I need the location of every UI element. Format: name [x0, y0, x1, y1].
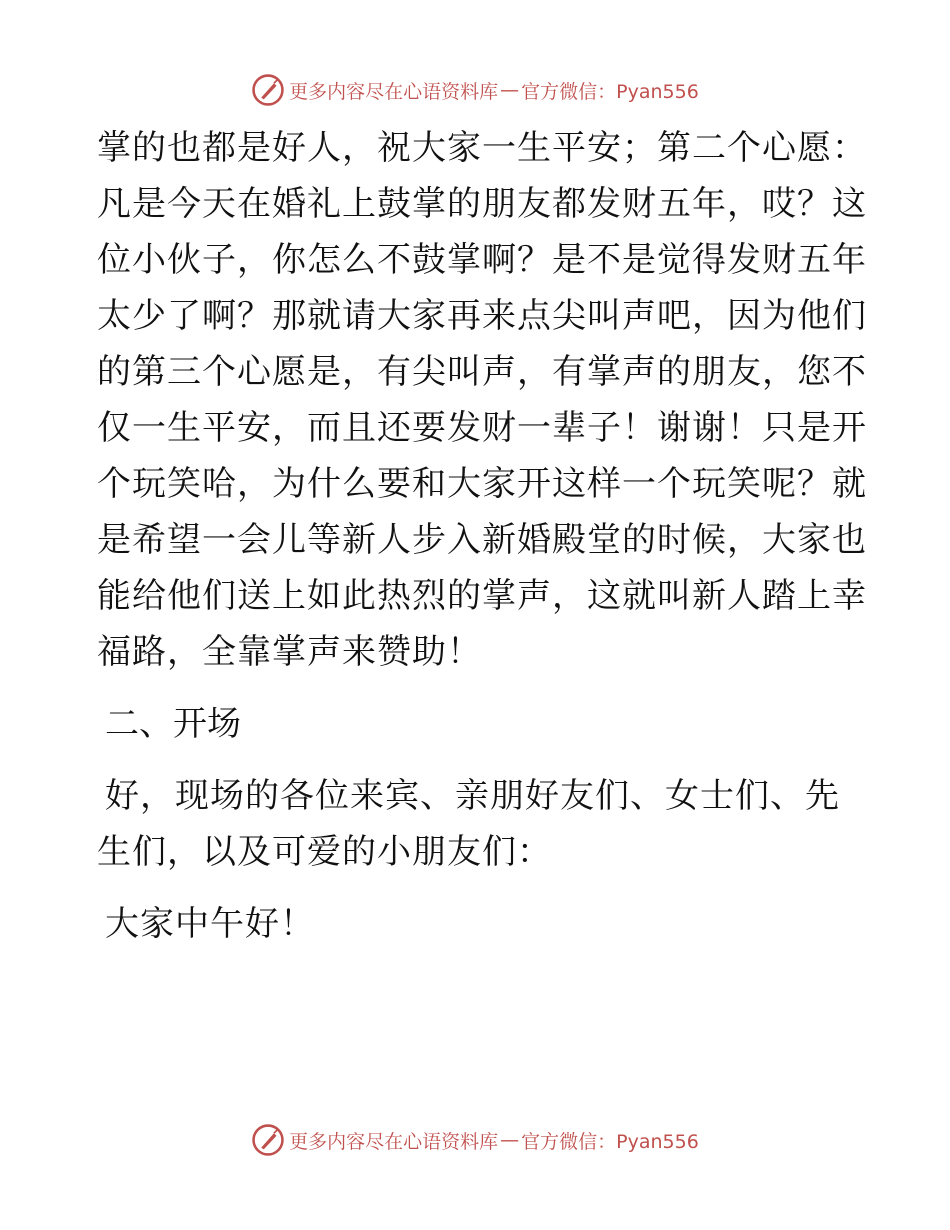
document-body: [97, 120, 867, 952]
watermark-wechat-text: 官方微信：Pyan556: [521, 80, 699, 103]
text-line: 的第三个心愿是，有尖叫声，有掌声的朋友，您不: [97, 352, 867, 392]
text-line: 能给他们送上如此热烈的掌声，这就叫新人踏上幸: [97, 576, 867, 616]
footer-watermark: [0, 1120, 950, 1160]
text-line: 福路，全靠掌声来赞助！: [97, 632, 482, 672]
paragraph-3: [97, 896, 857, 952]
watermark-separator: —: [500, 1129, 520, 1151]
text-line: 掌的也都是好人，祝大家一生平安；第二个心愿：: [97, 128, 867, 168]
text-line: 位小伙子，你怎么不鼓掌啊？是不是觉得发财五年: [97, 240, 867, 280]
text-line: 仅一生平安，而且还要发财一辈子！谢谢！只是开: [97, 408, 867, 448]
paragraph-1: [97, 120, 867, 680]
watermark-site-text: 更多内容尽在心语资料库: [289, 80, 499, 103]
text-line: 大家中午好！: [105, 904, 315, 944]
watermark-separator: —: [500, 79, 520, 101]
text-line: 生们，以及可爱的小朋友们：: [97, 832, 552, 872]
watermark-site-text: 更多内容尽在心语资料库: [289, 1130, 499, 1153]
paragraph-gap: [97, 752, 857, 768]
watermark-wechat-text: 官方微信：Pyan556: [521, 1130, 699, 1153]
quill-pen-logo-icon: [251, 1123, 285, 1157]
text-line: 凡是今天在婚礼上鼓掌的朋友都发财五年，哎？这: [97, 184, 867, 224]
paragraph-gap: [97, 680, 857, 696]
paragraph-2: [97, 768, 857, 880]
text-line: 是希望一会儿等新人步入新婚殿堂的时候，大家也: [97, 520, 867, 560]
text-line: 太少了啊？那就请大家再来点尖叫声吧，因为他们: [97, 296, 867, 336]
section-heading: 二、开场: [105, 704, 241, 744]
text-line: 好，现场的各位来宾、亲朋好友们、女士们、先: [105, 776, 840, 816]
text-line: 个玩笑哈，为什么要和大家开这样一个玩笑呢？就: [97, 464, 867, 504]
paragraph-gap: [97, 880, 857, 896]
quill-pen-logo-icon: [251, 73, 285, 107]
header-watermark: [0, 70, 950, 110]
